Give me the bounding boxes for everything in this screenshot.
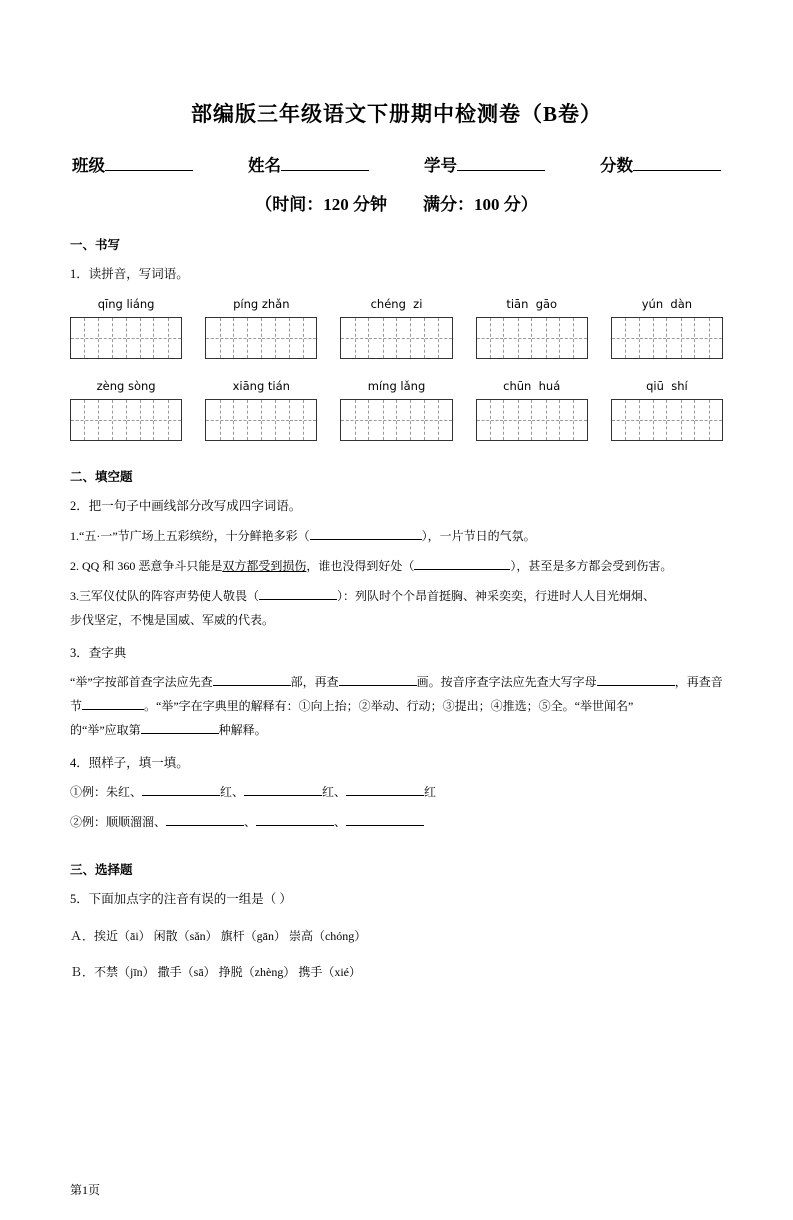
underlined-phrase: 双方都受到损伤 bbox=[222, 558, 307, 573]
pinyin-block bbox=[70, 297, 182, 359]
pinyin-block bbox=[70, 379, 182, 441]
question-3-stem: 3．查字典 bbox=[70, 645, 127, 660]
pinyin-label: tiān gāo bbox=[506, 297, 558, 312]
field-score: 分数 bbox=[600, 152, 721, 176]
tianzi-grid[interactable] bbox=[476, 399, 588, 441]
pinyin-label: yún dàn bbox=[641, 297, 693, 312]
pinyin-label: zèng sòng bbox=[96, 379, 156, 394]
answer-blank[interactable] bbox=[259, 599, 337, 600]
tianzi-grid[interactable] bbox=[205, 317, 317, 359]
pinyin-block bbox=[611, 297, 723, 359]
pinyin-label: qīng liáng bbox=[97, 297, 155, 312]
pinyin-label: chéng zi bbox=[370, 297, 423, 312]
tianzi-grid[interactable] bbox=[611, 399, 723, 441]
pinyin-block bbox=[340, 297, 452, 359]
exam-page bbox=[0, 98, 793, 1220]
pinyin-grid-row-1 bbox=[70, 297, 723, 359]
answer-blank[interactable] bbox=[256, 825, 334, 826]
section-heading-1: 一、书写 bbox=[70, 238, 121, 252]
pinyin-label: chūn huá bbox=[503, 379, 561, 394]
answer-blank[interactable] bbox=[597, 685, 675, 686]
pinyin-label: xiāng tián bbox=[232, 379, 290, 394]
answer-blank[interactable] bbox=[346, 825, 424, 826]
answer-blank[interactable] bbox=[142, 795, 220, 796]
field-student-id: 学号 bbox=[424, 152, 545, 176]
student-id-blank[interactable] bbox=[457, 170, 545, 171]
answer-blank[interactable] bbox=[141, 733, 219, 734]
question-2-stem: 2．把一句子中画线部分改写成四字词语。 bbox=[70, 499, 302, 514]
answer-blank[interactable] bbox=[166, 825, 244, 826]
answer-blank[interactable] bbox=[414, 569, 510, 570]
question-4-line-2: ②例：顺顺溜溜、 、 、 bbox=[70, 810, 723, 834]
pinyin-block bbox=[476, 379, 588, 441]
question-2-line-3: 3.三军仪仗队的阵容声势使人敬畏（ ）：列队时个个昂首挺胸、神采奕奕，行进时人人目光炯炯、 bbox=[70, 588, 656, 603]
tianzi-grid[interactable] bbox=[205, 399, 317, 441]
pinyin-block bbox=[476, 297, 588, 359]
tianzi-grid[interactable] bbox=[476, 317, 588, 359]
answer-blank[interactable] bbox=[339, 685, 417, 686]
tianzi-grid[interactable] bbox=[340, 399, 452, 441]
score-blank[interactable] bbox=[633, 170, 721, 171]
answer-blank[interactable] bbox=[310, 539, 422, 540]
class-blank[interactable] bbox=[105, 170, 193, 171]
answer-blank[interactable] bbox=[346, 795, 424, 796]
question-3-line-3: 的“举”应取第 种解释。 bbox=[70, 722, 267, 737]
question-5-stem: 5．下面加点字的注音有误的一组是（ ） bbox=[70, 892, 292, 906]
page-title: 部编版三年级语文下册期中检测卷（B卷） bbox=[190, 102, 602, 126]
tianzi-grid[interactable] bbox=[611, 317, 723, 359]
pinyin-block bbox=[340, 379, 452, 441]
pinyin-label: míng lǎng bbox=[367, 379, 426, 394]
field-class: 班级 bbox=[72, 152, 193, 176]
pinyin-label: qiū shí bbox=[646, 379, 688, 394]
question-2-line-1: 1.“五·一”节广场上五彩缤纷，十分鲜艳多彩（ ），一片节日的气氛。 bbox=[70, 528, 536, 543]
tianzi-grid[interactable] bbox=[70, 399, 182, 441]
answer-blank[interactable] bbox=[213, 685, 291, 686]
pinyin-block bbox=[205, 297, 317, 359]
pinyin-label: píng zhǎn bbox=[233, 297, 290, 312]
question-4-stem: 4．照样子，填一填。 bbox=[70, 755, 189, 770]
exam-total-score: 满分：100 分） bbox=[423, 195, 538, 214]
question-2-line-4: 步伐坚定，不愧是国威、军威的代表。 bbox=[70, 612, 275, 627]
question-2-line-2: 2. QQ 和 360 恶意争斗只能是双方都受到损伤，谁也没得到好处（ ），甚至是多方都会受到伤害。 bbox=[70, 558, 673, 573]
question-4-line-1: ①例：朱红、 红、 红、 红 bbox=[70, 785, 437, 799]
question-5-option-b[interactable]: Ｂ．不禁（jīn） 撒手（sā） 挣脱（zhèng） 携手（xié） bbox=[70, 965, 361, 980]
section-heading-2: 二、填空题 bbox=[70, 470, 133, 485]
student-info-row bbox=[70, 152, 723, 176]
field-name: 姓名 bbox=[248, 152, 369, 176]
pinyin-grid-row-2 bbox=[70, 379, 723, 441]
answer-blank[interactable] bbox=[244, 795, 322, 796]
answer-blank[interactable] bbox=[82, 709, 144, 710]
pinyin-block bbox=[611, 379, 723, 441]
exam-subtitle bbox=[70, 190, 723, 215]
section-heading-3: 三、选择题 bbox=[70, 863, 133, 877]
question-3-line-2: 节 。“举”字在字典里的解释有：①向上抬；②举动、行动；③提出；④推选；⑤全。“举世闻名” bbox=[70, 698, 634, 713]
question-3-line-1: “举”字按部首查字法应先查 部，再查 画。按音序查字法应先查大写字母 ，再查音 bbox=[70, 674, 723, 689]
page-number: 第1页 bbox=[70, 1183, 101, 1197]
question-1-stem: 1．读拼音，写词语。 bbox=[70, 267, 189, 281]
exam-time: （时间：120 分钟 bbox=[255, 195, 387, 214]
tianzi-grid[interactable] bbox=[340, 317, 452, 359]
pinyin-block bbox=[205, 379, 317, 441]
question-5-option-a[interactable]: Ａ．挨近（āi） 闲散（sǎn） 旗杆（gān） 崇高（chóng） bbox=[70, 929, 367, 944]
name-blank[interactable] bbox=[281, 170, 369, 171]
tianzi-grid[interactable] bbox=[70, 317, 182, 359]
